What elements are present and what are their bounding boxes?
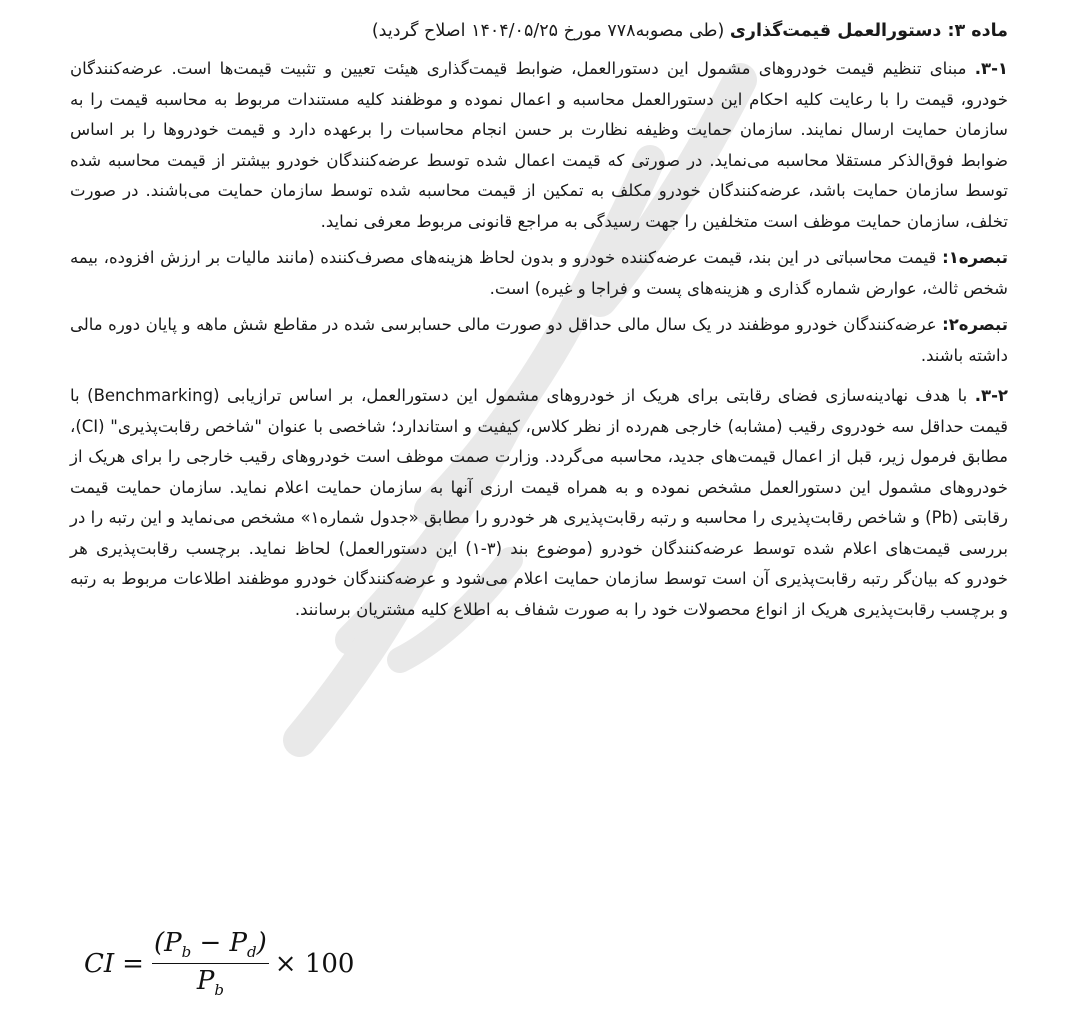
ci-formula (84, 928, 354, 999)
note-1 (70, 243, 1008, 304)
formula-lhs: CI (84, 948, 115, 979)
clause-label: ۳-۲. (974, 386, 1008, 405)
note-text: قیمت محاسباتی در این بند، قیمت عرضه‌کننده خودرو و بدون لحاظ هزینه‌های مصرف‌کننده (مانند مالیات بر ارزش افزوده، بیمه شخص ثالث، عوارض شماره گذاری و هزینه‌های پست و فراجا و غیره) است. (70, 248, 1008, 298)
article-title: ماده ۳: دستورالعمل قیمت‌گذاری (729, 21, 1008, 41)
formula-equals: = (122, 948, 144, 979)
article-amendment-note: (طی مصوبه۷۷۸ مورخ ۱۴۰۴/۰۵/۲۵ اصلاح گردید) (371, 21, 730, 41)
document-page (70, 14, 1008, 631)
note-label: تبصره۲: (942, 315, 1008, 334)
note-text: عرضه‌کنندگان خودرو موظفند در یک سال مالی حداقل دو صورت مالی حسابرسی شده در مقاطع شش ماهه و پایان دوره مالی داشته باشند. (70, 315, 1008, 365)
formula-fraction (152, 928, 269, 999)
clause-3-2 (70, 381, 1008, 625)
article-heading (70, 14, 1008, 48)
formula-numerator: $(P_b - P_d)$ (152, 928, 269, 964)
formula-multiplier: × 100 (274, 948, 355, 979)
clause-text: مبنای تنظیم قیمت خودروهای مشمول این دستورالعمل، ضوابط قیمت‌گذاری هیئت تعیین و تثبیت قیمت‌ها است. عرضه‌کنندگان خودرو، قیمت را با رعایت کلیه احکام این دستورالعمل محاسبه و اعمال نموده و موظفند کلیه مستندات مربوط به محاسبه قیمت را به سازمان حمایت ارسال نمایند. سازمان حمایت وظیفه نظارت بر حسن انجام محاسبات را برعهده دارد و قیمت خودروها را بر اساس ضوابط فوق‌الذکر مستقلا محاسبه می‌نماید. در صورتی که قیمت اعمال شده توسط عرضه‌کنندگان خودرو بیشتر از قیمت محاسبه شده توسط سازمان حمایت باشد، عرضه‌کنندگان خودرو مکلف به تمکین از قیمت محاسبه شده توسط سازمان حمایت می‌باشند. در صورت تخلف، سازمان حمایت موظف است متخلفین را جهت رسیدگی به مراجع قانونی مربوط معرفی نماید. (70, 59, 1008, 231)
note-2 (70, 310, 1008, 371)
clause-label: ۳-۱. (974, 59, 1008, 78)
clause-3-1 (70, 54, 1008, 237)
note-label: تبصره۱: (942, 248, 1008, 267)
clause-text: با هدف نهادینه‌سازی فضای رقابتی برای هریک از خودروهای مشمول این دستورالعمل، بر اساس ترازیابی (Benchmarking) با قیمت حداقل سه خودروی رقیب (مشابه) خارجی هم‌رده از نظر کلاس، کیفیت و استاندارد؛ شاخصی با عنوان "شاخص رقابت‌پذیری" (CI)، مطابق فرمول زیر، قبل از اعمال قیمت‌های جدید، محاسبه می‌گردد. وزارت صمت موظف است خودروهای رقیب خارجی را برای هریک از خودروهای مشمول این دستورالعمل مشخص نموده و به همراه قیمت ارزی آنها به سازمان حمایت اعلام نماید. سازمان حمایت قیمت رقابتی (Pb) و شاخص رقابت‌پذیری را محاسبه و رتبه رقابت‌پذیری هر خودرو را مطابق «جدول شماره۱» مشخص می‌نماید و این رتبه را در بررسی قیمت‌های اعلام شده توسط عرضه‌کنندگان خودرو (موضوع بند (۳-۱) این دستورالعمل) لحاظ نماید. برچسب رقابت‌پذیری هر خودرو که بیان‌گر رتبه رقابت‌پذیری آن است توسط سازمان حمایت اعلام می‌شود و عرضه‌کنندگان خودرو موظفند اطلاعات مربوط به رتبه و برچسب رقابت‌پذیری هریک از انواع محصولات خود را به صورت شفاف به اطلاع کلیه مشتریان برسانند. (70, 386, 1008, 619)
formula-denominator: $P_b$ (196, 966, 224, 1000)
